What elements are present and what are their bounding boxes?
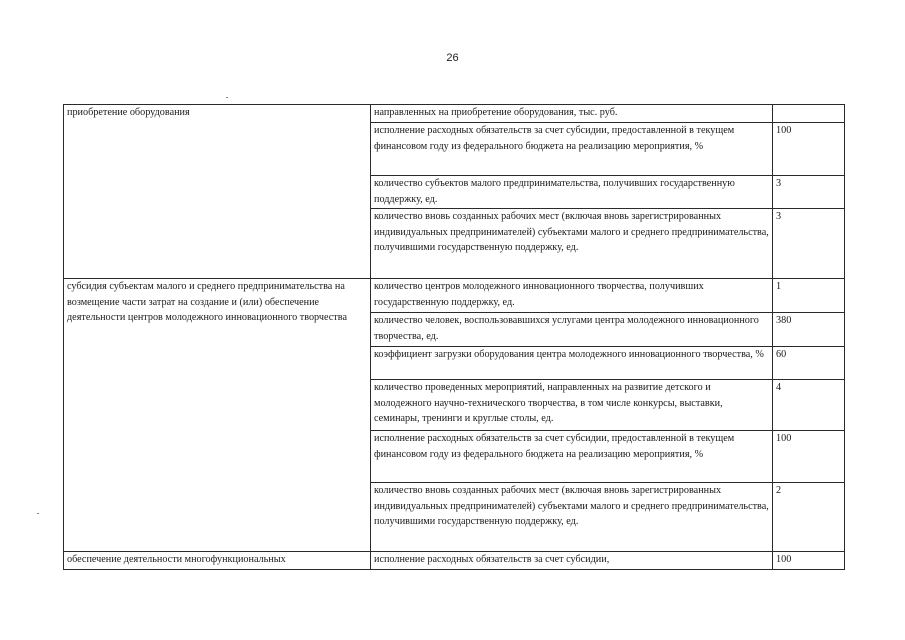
- value-cell: 3: [773, 209, 845, 279]
- indicator-cell: коэффициент загрузки оборудования центра молодежного инновационного творчества, %: [371, 347, 773, 380]
- program-cell: обеспечение деятельности многофункциональных: [64, 552, 371, 570]
- value-cell: 100: [773, 431, 845, 483]
- value-cell: 100: [773, 123, 845, 176]
- indicator-cell: исполнение расходных обязательств за счет субсидии,: [371, 552, 773, 570]
- table-row: [64, 105, 845, 123]
- value-cell: 380: [773, 313, 845, 347]
- table-row: [64, 552, 845, 570]
- scan-speck: [37, 513, 39, 514]
- indicator-cell: количество проведенных мероприятий, направленных на развитие детского и молодежного научно-технического творчества, в том числе конкурсы, выставки, семинары, тренинги и круглые столы, ед.: [371, 380, 773, 431]
- indicator-cell: количество центров молодежного инновационного творчества, получивших государственную поддержку, ед.: [371, 279, 773, 313]
- indicator-cell: количество субъектов малого предпринимательства, получивших государственную поддержку, ед.: [371, 176, 773, 209]
- page-number: 26: [446, 52, 459, 64]
- indicators-table: [63, 104, 845, 570]
- program-cell: приобретение оборудования: [64, 105, 371, 279]
- indicator-cell: количество человек, воспользовавшихся услугами центра молодежного инновационного творчества, ед.: [371, 313, 773, 347]
- indicator-cell: количество вновь созданных рабочих мест (включая вновь зарегистрированных индивидуальных предпринимателей) субъектами малого и среднего предпринимательства, получившими государственную поддержку, ед.: [371, 209, 773, 279]
- value-cell: 2: [773, 483, 845, 552]
- indicator-cell: исполнение расходных обязательств за счет субсидии, предоставленной в текущем финансовом году из федерального бюджета на реализацию мероприятия, %: [371, 431, 773, 483]
- value-cell: 1: [773, 279, 845, 313]
- indicator-cell: направленных на приобретение оборудования, тыс. руб.: [371, 105, 773, 123]
- value-cell: 100: [773, 552, 845, 570]
- indicator-cell: исполнение расходных обязательств за счет субсидии, предоставленной в текущем финансовом году из федерального бюджета на реализацию мероприятия, %: [371, 123, 773, 176]
- value-cell: [773, 105, 845, 123]
- program-cell: субсидия субъектам малого и среднего предпринимательства на возмещение части затрат на создание и (или) обеспечение деятельности центров молодежного инновационного творчества: [64, 279, 371, 552]
- scan-speck: [226, 97, 228, 98]
- value-cell: 3: [773, 176, 845, 209]
- table-row: [64, 279, 845, 313]
- indicator-cell: количество вновь созданных рабочих мест (включая вновь зарегистрированных индивидуальных предпринимателей) субъектами малого и среднего предпринимательства, получившими государственную поддержку, ед.: [371, 483, 773, 552]
- value-cell: 4: [773, 380, 845, 431]
- value-cell: 60: [773, 347, 845, 380]
